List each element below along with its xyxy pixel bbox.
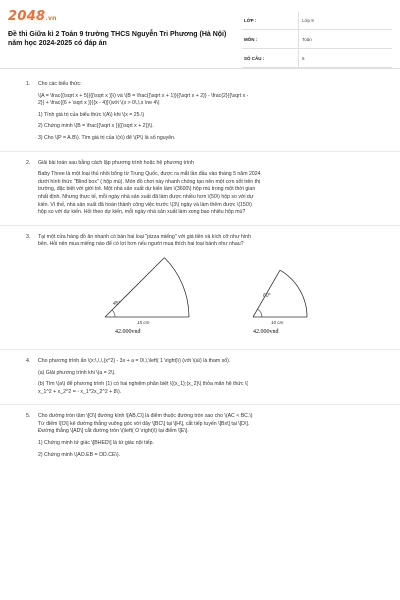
question-line: bên. Hỏi nên mua miếng nào để có lợi hơn nếu người mua thích hai loại bánh như nhau? — [38, 241, 244, 248]
question-line: 1) Tính giá trị của biểu thức \(A\) khi \(x = 25.\) — [38, 111, 145, 118]
question-body — [38, 160, 386, 217]
question-line: Cho đường tròn tâm \[O\] đường kính \[AB,C\] là điểm thuộc đường tròn sao cho \(AC < BC.\) — [38, 413, 253, 420]
question-line: (a) Giải phương trình khi \(a = 2\). — [38, 369, 116, 376]
question-line: 2) Chứng minh \(AO.EB = OD.CE\). — [38, 451, 121, 458]
question-body — [38, 413, 386, 459]
logo-suffix: .vn — [45, 15, 57, 22]
question-divider — [0, 225, 400, 226]
pizza-figures — [38, 257, 386, 341]
meta-value: Toán — [299, 30, 393, 49]
pizza-angle-label: 45° — [113, 300, 121, 307]
pizza-slice-figure-2 — [227, 257, 327, 341]
pizza-price-label: 42.000vnđ — [253, 328, 279, 335]
question-line: 2}} + \frac{{6 + \sqrt x }}{{x - 4}}\)với \(x > 0\,\,x \ne 4\) — [38, 100, 160, 107]
pizza-size-label: 10 cm — [271, 319, 284, 325]
question-1 — [8, 81, 392, 143]
pizza-slice-1-drawing — [97, 257, 197, 327]
question-divider — [0, 404, 400, 405]
exam-meta-table — [242, 12, 392, 68]
question-line: Cho các biểu thức: — [38, 81, 82, 87]
meta-row-count — [242, 49, 392, 68]
question-line: nhất định. Nhưng thực tế, mỗi ngày nhà sản xuất đã làm được nhiều hơn \(50\) hộp so với dự — [38, 193, 254, 200]
question-line: 1) Chứng minh tứ giác \[BHED\] là tứ giác nội tiếp. — [38, 440, 154, 447]
logo-main: 2048 — [8, 9, 46, 24]
question-line: 3) Cho \(P = A.B\). Tìm giá trị của \(x\) để \(P\) là số nguyên. — [38, 134, 176, 141]
question-line: Baby Three là một loại thú nhồi bông từ Trung Quốc, được ra mắt lần đầu vào tháng 5 năm 2024 — [38, 171, 261, 178]
question-line: \(A = \frac{{\sqrt x + 5}}{{\sqrt x }}\) và \(B = \frac{{\sqrt x + 1}}{{\sqrt x + 2}} - \frac{2}{{\sqrt x - — [38, 92, 249, 99]
question-body — [38, 358, 386, 396]
question-number: 5. — [26, 413, 31, 420]
pizza-slice-2-drawing — [227, 257, 327, 327]
pizza-angle-label: 60° — [263, 292, 271, 299]
question-divider — [0, 151, 400, 152]
page-header — [8, 10, 392, 68]
meta-value: 6 — [299, 49, 393, 68]
question-2 — [8, 160, 392, 217]
question-number: 2. — [26, 159, 31, 166]
question-number: 3. — [26, 233, 31, 240]
meta-row-subject — [242, 30, 392, 49]
pizza-size-label: 15 cm — [137, 319, 150, 325]
site-logo[interactable] — [8, 10, 230, 26]
question-line: Giải bài toán sau bằng cách lập phương trình hoặc hệ phương trình — [38, 159, 194, 166]
question-line: Đường thẳng \[AD\] cắt đường tròn \(\left( O \right)\) tại điểm \[E\]. — [38, 428, 189, 435]
meta-key: LỚP : — [242, 12, 299, 30]
question-line: x_1^2 + x_2^2 = - x_1^2x_2^2 + 8\). — [38, 388, 122, 395]
question-3 — [8, 234, 392, 341]
question-line: trường, đặc biệt với giới trẻ. Một nhà sản xuất dự kiến làm \(3600\) hộp mù trong một thời gian — [38, 186, 256, 193]
question-divider — [0, 349, 400, 350]
question-4 — [8, 358, 392, 396]
question-line: (b) Tìm \(a\) để phương trình (1) có hai nghiệm phân biệt \({x_1};{x_2}\) thỏa mãn hệ thức \( — [38, 381, 249, 388]
pizza-slice-figure-1 — [97, 257, 197, 341]
question-line: Tại một cửa hàng đồ ăn nhanh có bán hai loại "pizza miếng" với giá tiền và kích cỡ như hình — [38, 233, 251, 240]
meta-key: SỐ CÂU : — [242, 49, 299, 68]
meta-key: MÔN : — [242, 30, 299, 49]
question-line: hộp so với dự kiến. Hỏi theo dự kiến, mỗi ngày nhà sản xuất làm xong bao nhiêu hộp mù? — [38, 209, 246, 216]
question-body — [38, 234, 386, 341]
question-line: Từ điểm \[O\] kẻ đường thẳng vuông góc với dây \[BC\] tại \[H\], cắt tiếp tuyến \[Bx\] tại \[D\]. — [38, 420, 250, 427]
question-number: 1. — [26, 81, 31, 87]
exam-title: Đề thi Giữa kì 2 Toán 9 trường THCS Nguyễn Tri Phương (Hà Nội) năm học 2024-2025 có đáp án — [8, 31, 227, 47]
meta-row-class — [242, 12, 392, 30]
question-line: Cho phương trình ẩn \(x:\,\,\,{x^2} - 3x + a = 0\,\,\left( 1 \right)\) (với \(a\) là tham số). — [38, 357, 231, 364]
question-line: dưới hình thức "Blind box" ( hộp mù). Món đồ chơi này nhanh chóng tạo nên một cơn sốt trên thị — [38, 178, 261, 185]
meta-value: Lớp 9 — [299, 12, 393, 30]
pizza-price-label: 42.000vnđ — [115, 328, 141, 335]
question-number: 4. — [26, 357, 31, 364]
question-body — [38, 81, 386, 143]
question-line: kiến. Vì thế, nhà sản xuất đã hoàn thành công việc trước \(3\) ngày và làm thêm được \(150\) — [38, 201, 252, 208]
question-line: 2) Chứng minh \(B = \frac{{\sqrt x }}{{\sqrt x + 2}}\). — [38, 123, 154, 130]
header-left — [8, 10, 230, 68]
question-5 — [8, 413, 392, 459]
